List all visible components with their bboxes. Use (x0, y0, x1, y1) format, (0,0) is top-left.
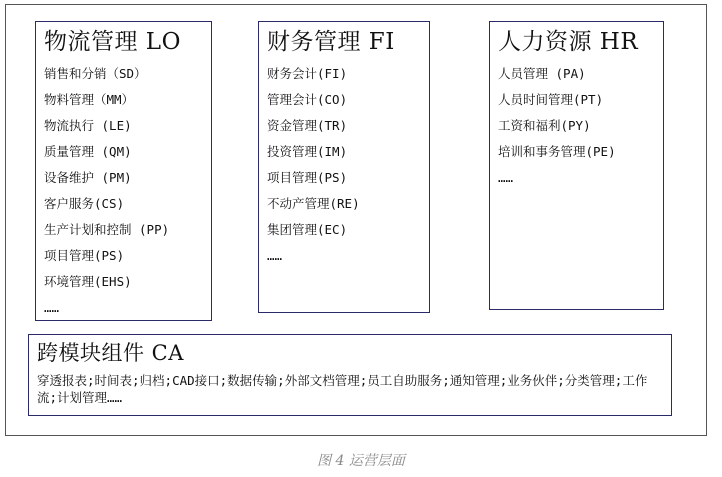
module-human-resources (489, 21, 664, 310)
module-item: 人员管理 (PA) (498, 66, 586, 81)
module-item: 项目管理(PS) (44, 248, 125, 263)
module-item: 项目管理(PS) (267, 170, 348, 185)
module-item: …… (44, 300, 60, 315)
module-item: 管理会计(CO) (267, 92, 348, 107)
module-title: 物流管理 LO (44, 29, 181, 55)
module-item: 生产计划和控制 (PP) (44, 222, 170, 237)
module-finance (258, 21, 430, 313)
module-cross-application (28, 334, 672, 416)
module-item-list (498, 61, 663, 191)
module-item: 客户服务(CS) (44, 196, 125, 211)
module-logistics (35, 21, 212, 321)
module-item: 销售和分销（SD） (44, 66, 147, 81)
module-item: 质量管理 (QM) (44, 144, 132, 159)
module-description: 穿透报表;时间表;归档;CAD接口;数据传输;外部文档管理;员工自助服务;通知管理;业务伙伴;分类管理;工作流;计划管理…… (37, 373, 648, 405)
module-item: 人员时间管理(PT) (498, 92, 604, 107)
module-title: 财务管理 FI (267, 29, 395, 55)
module-item: 财务会计(FI) (267, 66, 348, 81)
module-item-list (44, 61, 211, 321)
module-item: …… (498, 170, 514, 185)
module-title: 跨模块组件 CA (37, 341, 184, 365)
module-item-list (267, 61, 429, 269)
module-item: 环境管理(EHS) (44, 274, 132, 289)
module-item: …… (267, 248, 283, 263)
module-title: 人力资源 HR (498, 29, 639, 55)
module-item: 集团管理(EC) (267, 222, 348, 237)
module-item: 物流执行 (LE) (44, 118, 132, 133)
module-item: 工资和福利(PY) (498, 118, 591, 133)
figure-caption: 图 4 运营层面 (317, 453, 405, 469)
module-item: 不动产管理(RE) (267, 196, 360, 211)
module-item: 物料管理（MM） (44, 92, 135, 107)
module-item: 投资管理(IM) (267, 144, 348, 159)
module-item: 培训和事务管理(PE) (498, 144, 616, 159)
module-item: 设备维护 (PM) (44, 170, 132, 185)
module-item: 资金管理(TR) (267, 118, 348, 133)
